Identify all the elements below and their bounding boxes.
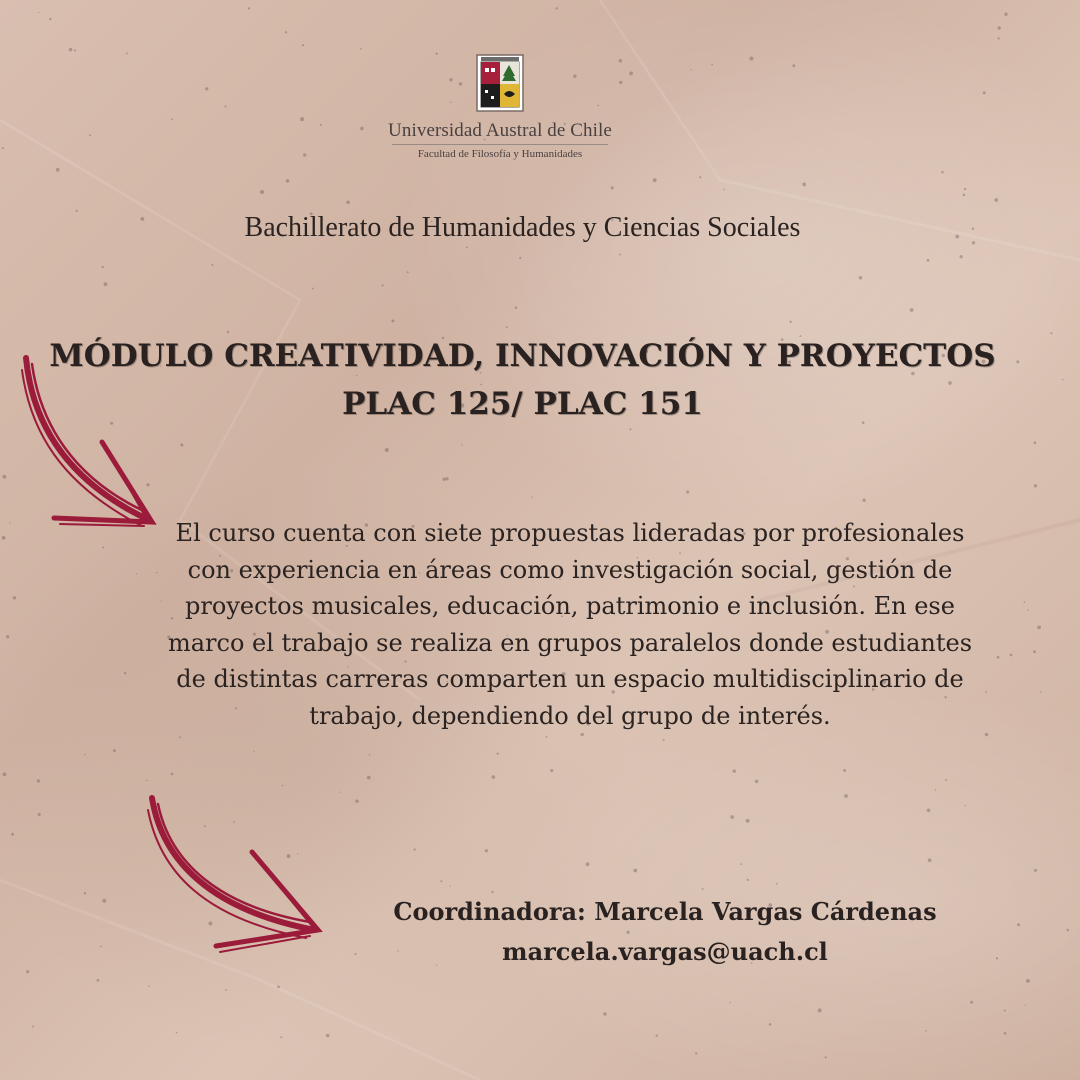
- university-crest-icon: [476, 54, 524, 112]
- paper-speck: [859, 276, 863, 280]
- paper-speck: [485, 849, 488, 852]
- paper-speck: [339, 791, 340, 792]
- paper-speck: [346, 201, 350, 205]
- paper-speck: [302, 44, 304, 46]
- paper-speck: [466, 246, 468, 248]
- paper-speck: [792, 64, 795, 67]
- paper-speck: [102, 546, 104, 548]
- paper-speck: [37, 779, 40, 782]
- paper-speck: [84, 892, 86, 894]
- paper-speck: [2, 147, 4, 149]
- paper-speck: [740, 863, 742, 865]
- paper-speck: [611, 186, 614, 189]
- paper-speck: [997, 656, 1000, 659]
- paper-speck: [964, 188, 966, 190]
- paper-speck: [56, 168, 60, 172]
- paper-speck: [89, 134, 91, 136]
- paper-speck: [205, 87, 208, 90]
- paper-speck: [843, 769, 846, 772]
- paper-speck: [381, 284, 383, 286]
- paper-speck: [450, 886, 451, 887]
- university-logo: [380, 54, 620, 160]
- paper-speck: [985, 733, 988, 736]
- paper-speck: [555, 7, 557, 9]
- paper-speck: [461, 444, 462, 445]
- paper-speck: [180, 443, 183, 446]
- paper-speck: [998, 26, 1001, 29]
- paper-speck: [963, 194, 966, 197]
- paper-speck: [515, 307, 518, 310]
- paper-speck: [927, 259, 930, 262]
- paper-speck: [2, 475, 6, 479]
- coordinator-name: Coordinadora: Marcela Vargas Cárdenas: [393, 897, 937, 926]
- paper-speck: [629, 72, 633, 76]
- paper-speck: [862, 499, 865, 502]
- paper-speck: [985, 691, 987, 693]
- paper-speck: [1025, 1005, 1026, 1006]
- university-name: Universidad Austral de Chile: [388, 120, 612, 141]
- paper-speck: [749, 57, 753, 61]
- paper-speck: [1040, 691, 1041, 692]
- paper-speck: [546, 736, 548, 738]
- paper-speck: [285, 31, 287, 33]
- paper-speck: [13, 596, 16, 599]
- paper-speck: [124, 672, 126, 674]
- paper-speck: [11, 833, 14, 836]
- paper-speck: [146, 780, 148, 782]
- paper-speck: [385, 448, 389, 452]
- paper-speck: [1004, 1032, 1007, 1035]
- paper-speck: [102, 899, 106, 903]
- paper-speck: [497, 753, 499, 755]
- paper-speck: [360, 127, 364, 131]
- paper-speck: [965, 805, 966, 806]
- paper-speck: [1062, 379, 1064, 381]
- paper-speck: [74, 49, 76, 51]
- paper-speck: [69, 48, 73, 52]
- paper-speck: [1034, 484, 1037, 487]
- paper-speck: [126, 52, 128, 54]
- paper-speck: [711, 64, 713, 66]
- paper-speck: [445, 477, 448, 480]
- paper-speck: [1067, 929, 1070, 932]
- paper-speck: [603, 1012, 606, 1015]
- paper-speck: [97, 979, 100, 982]
- paper-speck: [945, 779, 947, 781]
- paper-speck: [224, 105, 226, 107]
- paper-speck: [303, 153, 306, 156]
- paper-speck: [367, 776, 371, 780]
- paper-speck: [171, 118, 173, 120]
- paper-speck: [755, 780, 758, 783]
- paper-speck: [732, 769, 736, 773]
- paper-speck: [656, 1035, 658, 1037]
- paper-speck: [1034, 441, 1037, 444]
- paper-speck: [171, 773, 174, 776]
- paper-speck: [818, 1008, 822, 1012]
- paper-speck: [844, 794, 848, 798]
- paper-speck: [179, 736, 181, 738]
- paper-speck: [970, 1001, 973, 1004]
- paper-speck: [38, 12, 39, 13]
- paper-speck: [1004, 1010, 1006, 1012]
- paper-speck: [1004, 13, 1007, 16]
- paper-speck: [633, 869, 637, 873]
- paper-speck: [776, 883, 778, 885]
- faculty-name: Facultad de Filosofía y Humanidades: [417, 148, 583, 160]
- paper-speck: [619, 254, 621, 256]
- contact-info: [355, 892, 975, 972]
- paper-speck: [910, 308, 914, 312]
- paper-speck: [506, 326, 508, 328]
- paper-speck: [629, 428, 631, 430]
- paper-speck: [586, 862, 590, 866]
- paper-speck: [156, 572, 158, 574]
- paper-speck: [1027, 609, 1029, 611]
- paper-speck: [3, 772, 7, 776]
- arrow-icon: [14, 350, 164, 540]
- paper-speck: [100, 946, 102, 948]
- paper-speck: [723, 189, 725, 191]
- program-name: Bachillerato de Humanidades y Ciencias Sociales: [244, 212, 801, 243]
- paper-speck: [176, 1032, 178, 1034]
- paper-speck: [9, 522, 10, 523]
- paper-speck: [84, 754, 85, 755]
- module-title-line1: MÓDULO CREATIVIDAD, INNOVACIÓN Y PROYECTOS: [49, 338, 996, 374]
- paper-speck: [360, 48, 362, 50]
- coordinator-email: marcela.vargas@uach.cl: [502, 937, 828, 966]
- paper-speck: [769, 1023, 772, 1026]
- paper-speck: [369, 754, 371, 756]
- paper-speck: [699, 176, 701, 178]
- logo-divider: [392, 144, 608, 145]
- module-code: PLAC 125/ PLAC 151: [342, 386, 703, 422]
- paper-speck: [6, 635, 9, 638]
- paper-speck: [1010, 654, 1013, 657]
- paper-speck: [983, 91, 986, 94]
- paper-speck: [407, 271, 409, 273]
- paper-speck: [702, 888, 704, 890]
- paper-speck: [994, 198, 998, 202]
- course-description: El curso cuenta con siete propuestas lideradas por profesionales con experiencia en áreas como investigación social, gestión de proyectos musicales, educación, patrimonio e inclusión. En ese marco el trabajo se realiza en grupos paralelos donde estudiantes de distintas carreras comparten un espacio multidisciplinario de trabajo, dependiendo del grupo de interés.: [167, 519, 973, 730]
- paper-speck: [1017, 923, 1020, 926]
- paper-speck: [927, 809, 931, 813]
- paper-speck: [225, 989, 227, 991]
- paper-speck: [300, 117, 304, 121]
- paper-speck: [211, 264, 213, 266]
- paper-speck: [312, 288, 314, 290]
- paper-speck: [49, 18, 51, 20]
- paper-speck: [802, 183, 806, 187]
- paper-speck: [790, 321, 792, 323]
- paper-speck: [1033, 650, 1036, 653]
- paper-speck: [260, 190, 264, 194]
- paper-speck: [248, 7, 250, 9]
- paper-speck: [38, 813, 41, 816]
- paper-speck: [326, 1034, 330, 1038]
- paper-speck: [825, 1056, 827, 1058]
- paper-speck: [686, 490, 689, 493]
- paper-speck: [113, 749, 116, 752]
- paper-speck: [253, 751, 254, 752]
- paper-speck: [26, 970, 29, 973]
- paper-speck: [998, 37, 1000, 39]
- paper-speck: [1034, 869, 1037, 872]
- paper-speck: [663, 739, 665, 741]
- paper-speck: [355, 799, 358, 802]
- paper-speck: [695, 1052, 697, 1054]
- paper-speck: [102, 266, 104, 268]
- paper-speck: [925, 1030, 927, 1032]
- paper-speck: [935, 789, 937, 791]
- paper-speck: [746, 819, 750, 823]
- paper-speck: [550, 769, 553, 772]
- paper-speck: [1024, 601, 1026, 603]
- paper-speck: [996, 957, 998, 959]
- paper-speck: [1037, 626, 1041, 630]
- paper-speck: [104, 282, 108, 286]
- paper-speck: [492, 775, 496, 779]
- paper-speck: [280, 1036, 282, 1038]
- paper-speck: [2, 536, 6, 540]
- paper-speck: [532, 497, 533, 498]
- paper-speck: [1050, 332, 1052, 334]
- paper-speck: [690, 69, 691, 70]
- paper-speck: [730, 1002, 731, 1003]
- paper-speck: [320, 124, 322, 126]
- paper-speck: [730, 815, 734, 819]
- paper-speck: [136, 573, 137, 574]
- paper-speck: [519, 257, 521, 259]
- paper-speck: [960, 255, 963, 258]
- paper-speck: [286, 179, 290, 183]
- paper-speck: [282, 785, 283, 786]
- paper-speck: [148, 985, 150, 987]
- paper-speck: [392, 320, 395, 323]
- paper-speck: [414, 848, 416, 850]
- paper-speck: [941, 171, 944, 174]
- paper-speck: [32, 1026, 34, 1028]
- paper-speck: [442, 478, 445, 481]
- arrow-icon: [140, 790, 330, 960]
- paper-speck: [747, 879, 749, 881]
- paper-speck: [653, 178, 657, 182]
- paper-speck: [928, 858, 932, 862]
- paper-speck: [1026, 979, 1030, 983]
- paper-speck: [440, 880, 442, 882]
